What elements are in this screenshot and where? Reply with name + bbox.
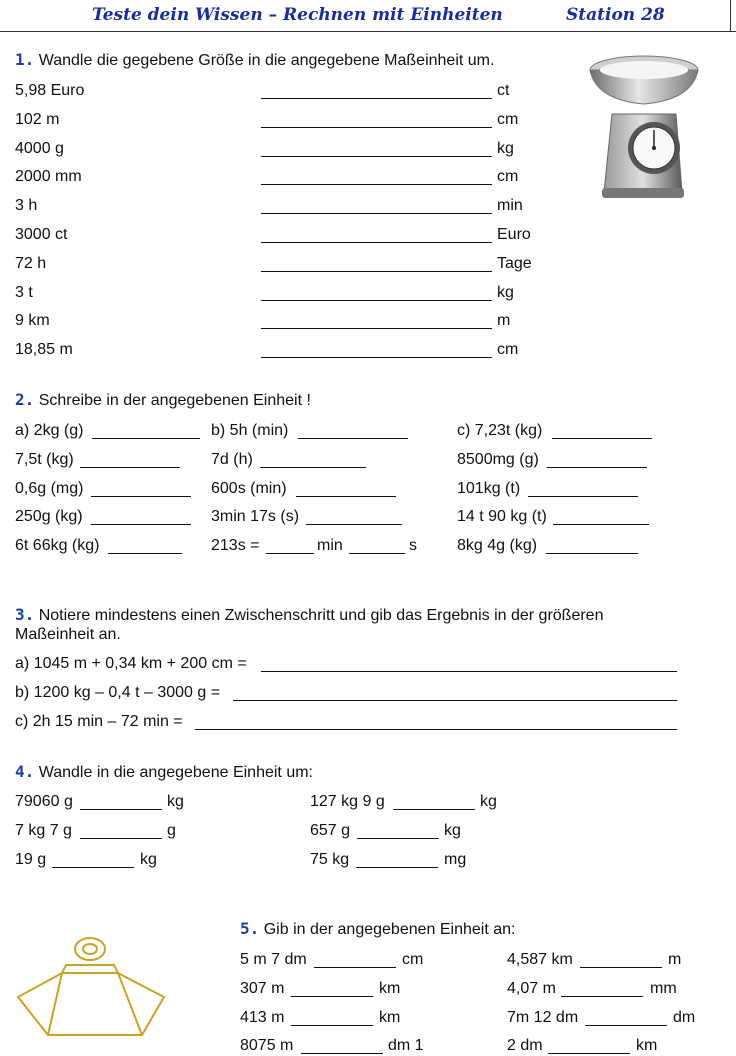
q2-item-c: 101kg (t) (457, 479, 521, 497)
q2-blank-a[interactable] (108, 553, 182, 554)
q5-given-left: 5 m 7 dm (240, 951, 307, 968)
q5-heading (240, 919, 515, 939)
q1-answer-blank[interactable] (261, 242, 492, 243)
q2-instruction: Schreibe in der angegebenen Einheit ! (38, 392, 311, 409)
q4-blank-left[interactable] (80, 809, 162, 810)
q2-item-a: 7,5t (kg) (15, 450, 74, 468)
q1-given-value: 2000 mm (15, 168, 82, 186)
q5-unit-left: cm (402, 951, 424, 968)
q5-blank-right[interactable] (561, 996, 643, 997)
header-border-right (730, 0, 731, 32)
weight-icon (14, 935, 169, 1040)
q4-blank-right[interactable] (356, 867, 438, 868)
q2-blank-b-s[interactable] (349, 553, 405, 554)
q5-unit-right: dm (673, 1008, 696, 1026)
q2-item-a: 250g (kg) (15, 508, 83, 526)
q4-given-left: 19 g (15, 850, 47, 868)
q2-item-c: 8kg 4g (kg) (457, 537, 538, 555)
q3-instruction-line1: Notiere mindestens einen Zwischenschritt und gib das Ergebnis in der größeren (38, 607, 604, 624)
q1-given-value: 5,98 Euro (15, 82, 85, 99)
q2-item-c: c) 7,23t (kg) (457, 422, 543, 439)
q2-blank-c[interactable] (546, 553, 638, 554)
q2-heading (15, 390, 311, 410)
q2-item-c: 8500mg (g) (457, 450, 539, 468)
q3-instruction-line2: Maßeinheit an. (15, 626, 121, 643)
q1-heading (15, 50, 494, 70)
q1-answer-blank[interactable] (261, 271, 492, 272)
q1-target-unit: Tage (497, 254, 532, 272)
q3-expression: c) 2h 15 min – 72 min = (15, 712, 183, 730)
q5-number: 5. (240, 919, 260, 938)
q4-given-left: 79060 g (15, 793, 73, 810)
q1-given-value: 3 t (15, 283, 33, 301)
q4-given-right: 657 g (310, 821, 351, 839)
q1-answer-blank[interactable] (261, 357, 492, 358)
q5-given-left: 307 m (240, 979, 285, 997)
q1-target-unit: ct (497, 82, 510, 99)
q4-blank-left[interactable] (52, 867, 134, 868)
q5-blank-left[interactable] (291, 1025, 373, 1026)
q1-answer-blank[interactable] (261, 300, 492, 301)
q2-number: 2. (15, 390, 35, 409)
q2-blank-a[interactable] (92, 438, 200, 439)
q4-unit-left: kg (140, 850, 157, 868)
q4-unit-left: kg (167, 793, 184, 810)
q4-number: 4. (15, 762, 35, 781)
q1-given-value: 9 km (15, 312, 50, 330)
q5-given-right: 7m 12 dm (507, 1008, 579, 1026)
q5-blank-left[interactable] (314, 967, 396, 968)
q3-answer-blank[interactable] (261, 671, 677, 672)
q5-unit-right: km (636, 1037, 658, 1055)
q1-given-value: 18,85 m (15, 341, 73, 359)
q1-target-unit: m (497, 312, 511, 330)
q5-instruction: Gib in der angegebenen Einheit an: (263, 921, 516, 938)
q1-number: 1. (15, 50, 35, 69)
q5-given-left: 8075 m (240, 1037, 294, 1055)
q1-answer-blank[interactable] (261, 328, 492, 329)
q2-unit-min: min (317, 537, 343, 555)
q4-heading (15, 762, 313, 782)
q1-target-unit: cm (497, 341, 519, 359)
q2-blank-b-min[interactable] (266, 553, 314, 554)
q5-unit-left: km (379, 979, 401, 997)
q4-blank-right[interactable] (393, 809, 475, 810)
q3-number: 3. (15, 605, 35, 624)
q4-blank-left[interactable] (80, 838, 162, 839)
q5-given-left: 413 m (240, 1008, 285, 1026)
q3-heading (15, 605, 603, 625)
q1-given-value: 3000 ct (15, 226, 68, 243)
q1-target-unit: cm (497, 110, 519, 128)
q2-item-b: 3min 17s (s) (211, 508, 300, 526)
q5-given-right: 4,587 km (507, 951, 573, 968)
q2-blank-b[interactable] (306, 524, 402, 525)
q4-blank-right[interactable] (357, 838, 439, 839)
q2-item-b: b) 5h (min) (211, 422, 289, 439)
q5-blank-right[interactable] (580, 967, 662, 968)
q1-answer-blank[interactable] (261, 98, 492, 99)
worksheet-title: Teste dein Wissen – Rechnen mit Einheiten (92, 5, 503, 25)
q2-item-c: 14 t 90 kg (t) (457, 508, 547, 526)
q2-blank-c[interactable] (528, 496, 638, 497)
q2-item-b: 213s = (211, 537, 260, 555)
q2-blank-b[interactable] (260, 467, 366, 468)
q1-answer-blank[interactable] (261, 213, 492, 214)
q4-unit-left: g (167, 821, 176, 839)
q2-blank-c[interactable] (552, 438, 652, 439)
q4-given-left: 7 kg 7 g (15, 821, 72, 839)
q1-given-value: 102 m (15, 110, 60, 128)
q5-unit-left: km (379, 1008, 401, 1026)
q2-blank-a[interactable] (80, 467, 180, 468)
q3-answer-blank[interactable] (233, 700, 677, 701)
q2-blank-a[interactable] (91, 496, 191, 497)
kitchen-scale-icon (582, 52, 712, 202)
q2-blank-b[interactable] (298, 438, 408, 439)
q3-answer-blank[interactable] (195, 729, 677, 730)
q1-target-unit: kg (497, 283, 514, 301)
q4-instruction: Wandle in die angegebene Einheit um: (38, 764, 313, 781)
q1-answer-blank[interactable] (261, 127, 492, 128)
q4-unit-right: kg (444, 821, 461, 839)
q5-blank-left[interactable] (291, 996, 373, 997)
q2-blank-a[interactable] (91, 524, 191, 525)
q4-unit-right: mg (444, 850, 467, 868)
q1-given-value: 4000 g (15, 139, 64, 157)
q3-expression: b) 1200 kg – 0,4 t – 3000 g = (15, 683, 221, 701)
q2-item-a: 0,6g (mg) (15, 479, 84, 497)
q5-unit-left: dm 1 (388, 1037, 424, 1055)
q1-answer-blank[interactable] (261, 156, 492, 157)
station-label: Station 28 (566, 5, 665, 25)
q2-item-b: 600s (min) (211, 479, 287, 497)
q1-instruction: Wandle die gegebene Größe in die angegebene Maßeinheit um. (38, 52, 495, 69)
q5-unit-right: m (668, 951, 682, 968)
q5-blank-left[interactable] (301, 1053, 383, 1054)
q2-item-a: 6t 66kg (kg) (15, 537, 100, 555)
q2-blank-b[interactable] (296, 496, 396, 497)
q2-item-a: a) 2kg (g) (15, 422, 84, 439)
q2-unit-s: s (409, 537, 417, 555)
q4-given-right: 127 kg 9 g (310, 793, 385, 810)
q1-given-value: 72 h (15, 254, 47, 272)
q5-blank-right[interactable] (585, 1025, 667, 1026)
q5-given-right: 2 dm (507, 1037, 543, 1055)
q2-blank-c[interactable] (547, 467, 647, 468)
q1-answer-blank[interactable] (261, 184, 492, 185)
q4-unit-right: kg (480, 793, 497, 810)
q1-target-unit: Euro (497, 226, 531, 243)
q1-target-unit: min (497, 197, 523, 215)
q4-given-right: 75 kg (310, 850, 350, 868)
q3-expression: a) 1045 m + 0,34 km + 200 cm = (15, 655, 247, 672)
header-divider (0, 31, 736, 32)
q1-given-value: 3 h (15, 197, 38, 215)
q1-target-unit: kg (497, 139, 514, 157)
q5-blank-right[interactable] (548, 1053, 630, 1054)
q5-given-right: 4,07 m (507, 979, 556, 997)
q1-target-unit: cm (497, 168, 519, 186)
q2-blank-c[interactable] (553, 524, 649, 525)
q2-item-b: 7d (h) (211, 450, 253, 468)
q5-unit-right: mm (650, 979, 677, 997)
